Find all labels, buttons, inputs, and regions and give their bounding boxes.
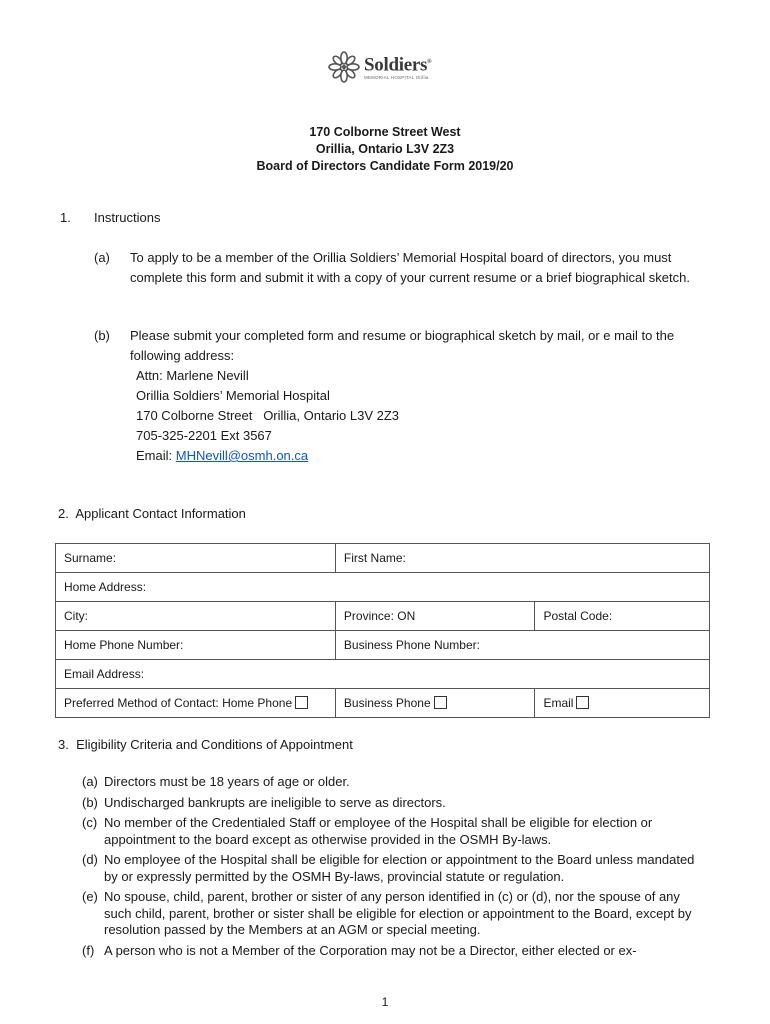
list-item-text: A person who is not a Member of the Corporation may not be a Director, either elected or ex- [104,942,637,958]
address-email-line [136,446,399,466]
instruction-a-text: To apply to be a member of the Orillia Soldiers’ Memorial Hospital board of directors, you must complete this form and submit it with a copy of your current resume or a brief biographical sketch. [130,250,690,285]
eligibility-list [82,774,702,963]
home-phone-checkbox[interactable] [295,696,308,709]
business-phone-field[interactable]: Business Phone Number: [335,631,709,660]
page-number: 1 [381,995,389,1009]
postal-code-field[interactable]: Postal Code: [535,602,710,631]
form-title: Board of Directors Candidate Form 2019/20 [256,159,514,173]
section2-title: 2. Applicant Contact Information [58,506,246,521]
table-row [56,544,710,573]
email-checkbox[interactable] [576,696,589,709]
list-item-label: (b) [82,794,98,810]
section1-number: 1. [60,210,71,225]
mailing-address [136,366,399,466]
list-item [82,889,702,939]
list-item-label: (f) [82,942,95,958]
list-item-label: (d) [82,852,98,867]
home-address-field[interactable]: Home Address: [56,573,710,602]
table-row [56,573,710,602]
city-field[interactable]: City: [56,602,336,631]
email-label: Email: [136,448,176,463]
list-item [82,815,702,848]
section1-title: Instructions [94,210,161,225]
list-item [82,774,702,791]
address-attn: Attn: Marlene Nevill [136,368,249,383]
list-item-label: (e) [82,889,98,904]
list-item [82,852,702,885]
address-street: 170 Colborne Street Orillia, Ontario L3V 2Z3 [136,408,400,423]
province-field[interactable]: Province: ON [335,602,535,631]
list-item-text: No spouse, child, parent, brother or sister of any person identified in (c) or (d), nor the spouse of any such child, parent, brother or sister shall be eligible for election or appointment to the Board, except by resolution passed by the Members at an AGM or special meeting. [104,889,692,937]
instruction-a [94,248,724,308]
table-row [56,689,710,718]
email-link[interactable]: MHNevill@osmh.on.ca [175,448,309,463]
email-option-label: Email [543,696,574,710]
header-city: Orillia, Ontario L3V 2Z3 [315,142,455,156]
list-item-label: (c) [82,815,98,830]
logo-subtitle: MEMORIAL HOSPITAL Orillia [364,74,429,80]
address-org: Orillia Soldiers’ Memorial Hospital [136,388,330,403]
table-row [56,660,710,689]
surname-field[interactable]: Surname: [56,544,336,573]
flower-logo-icon [326,49,362,85]
table-row [56,631,710,660]
list-item [82,943,702,960]
list-item-text: Directors must be 18 years of age or older. [104,774,350,789]
section3-title: 3. Eligibility Criteria and Conditions of Appointment [58,737,353,752]
logo-wordmark: Soldiers® [364,54,432,76]
instruction-a-label: (a) [94,250,110,265]
list-item [82,795,702,812]
first-name-field[interactable]: First Name: [335,544,709,573]
list-item-text: Undischarged bankrupts are ineligible to serve as directors. [104,794,446,810]
table-row [56,602,710,631]
business-phone-option-label: Business Phone [343,696,431,710]
instruction-b [94,326,724,366]
email-option-cell [535,689,710,718]
header-street: 170 Colborne Street West [309,125,461,139]
email-address-field[interactable]: Email Address: [56,660,710,689]
business-phone-option-cell [335,689,535,718]
list-item-label: (a) [82,774,98,789]
instruction-b-text: Please submit your completed form and resume or biographical sketch by mail, or e mail to the following address: [130,328,675,363]
contact-info-table [55,543,710,718]
list-item-text: No employee of the Hospital shall be eligible for election or appointment to the Board unless mandated by or expressly permitted by the OSMH By-laws, provincial statute or regulation. [104,852,695,884]
preferred-method-label: Preferred Method of Contact: Home Phone [64,696,293,710]
instruction-b-label: (b) [94,328,110,343]
list-item-text: No member of the Credentialed Staff or employee of the Hospital shall be eligible for election or appointment to the board except as otherwise provided in the OSMH By-laws. [104,815,653,847]
business-phone-checkbox[interactable] [434,696,447,709]
hospital-logo [326,49,446,85]
home-phone-field[interactable]: Home Phone Number: [56,631,336,660]
preferred-method-cell [56,689,336,718]
form-header [0,124,770,175]
address-phone: 705-325-2201 Ext 3567 [136,428,272,443]
